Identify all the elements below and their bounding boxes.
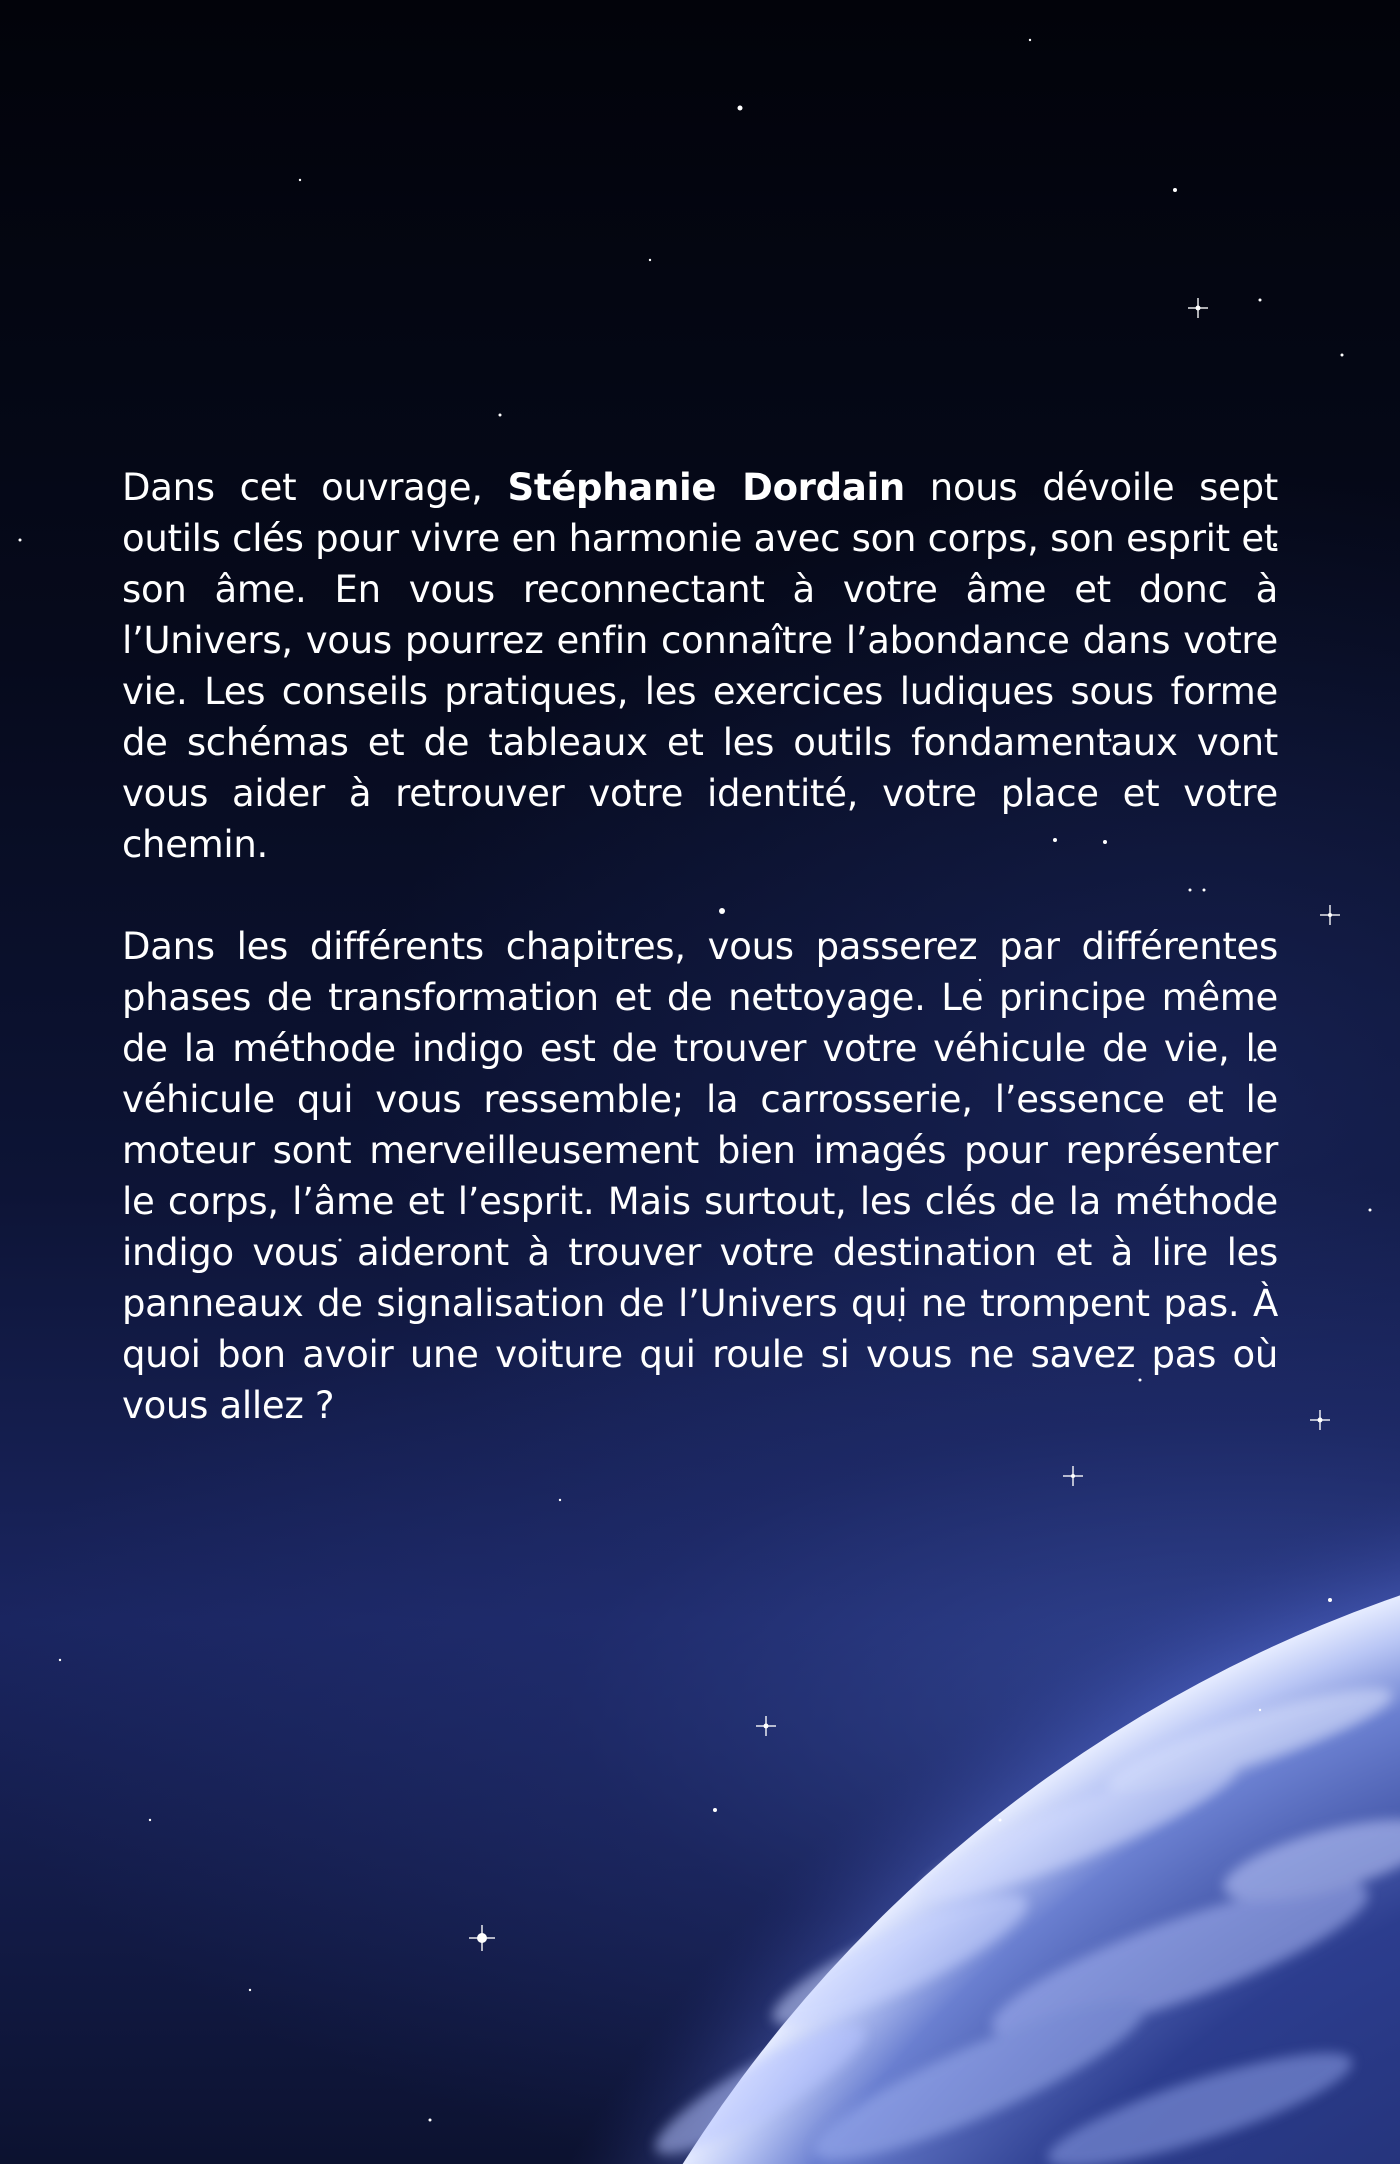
synopsis-paragraph-2: Dans les différents chapitres, vous passerez par différentes phases de transformation et de nettoyage. Le principe même de la méthode indigo est de trouver votre véhicule de vie, le véhicule qui vous ressemble; la carrosserie, l’essence et le moteur sont merveilleusement bien imagés pour représenter le corps, l’âme et l’esprit. Mais surtout, les clés de la méthode indigo vous aideront à trouver votre destination et à lire les panneaux de signalisation de l’Univers qui ne trompent pas. À quoi bon avoir une voiture qui roule si vous ne savez pas où vous allez ?	[122, 925, 1278, 1427]
paragraph-1-body: nous dévoile sept outils clés pour vivre en harmonie avec son corps, son esprit et son âme. En vous reconnectant à votre âme et donc à l’Univers, vous pourrez enfin connaître l’abondance dans votre vie. Les conseils pratiques, les exercices ludiques sous forme de schémas et de tableaux et les outils fondamentaux vont vous aider à retrouver votre identité, votre place et votre chemin.	[122, 466, 1279, 866]
synopsis-paragraph-1	[122, 462, 1278, 870]
paragraph-1-intro: Dans cet ouvrage,	[122, 466, 508, 509]
author-name: Stéphanie Dordain	[507, 466, 905, 509]
synopsis-text	[122, 462, 1278, 1431]
